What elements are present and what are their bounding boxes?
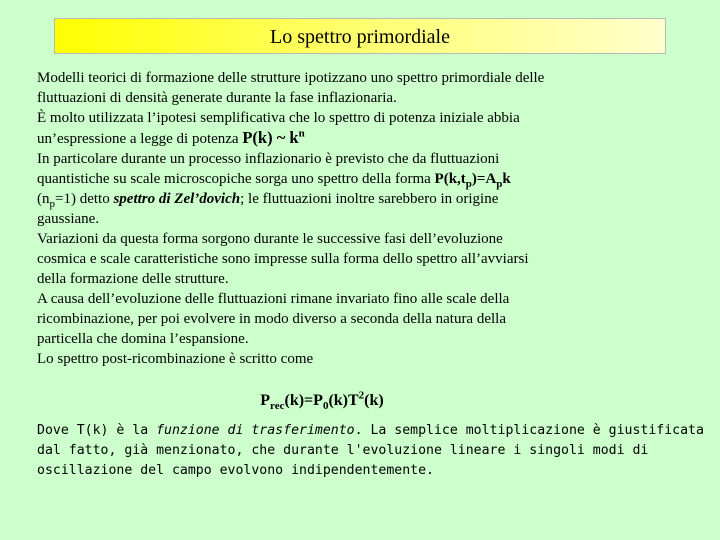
- text-line: A causa dell’evoluzione delle fluttuazioni rimane invariato fino alle scale della: [37, 291, 510, 307]
- slide-title: Lo spettro primordiale: [54, 18, 666, 54]
- text-span: un’espressione a legge di potenza: [37, 131, 243, 147]
- text-line: Modelli teorici di formazione delle strutture ipotizzano uno spettro primordiale delle: [37, 70, 545, 86]
- text-span: . La semplice moltiplicazione è giustificata: [354, 423, 704, 438]
- formula-part: (k): [364, 392, 384, 409]
- formula-subscript: p: [465, 178, 472, 190]
- formula-exponent: n: [298, 127, 305, 140]
- text-line: [37, 421, 704, 441]
- text-line: fluttuazioni di densità generate durante la fase inflazionaria.: [37, 90, 397, 106]
- power-law-formula: [242, 128, 304, 147]
- text-line: [37, 189, 667, 209]
- text-line: della formazione delle strutture.: [37, 271, 229, 287]
- text-span: quantistiche su scale microscopiche sorga uno spettro della forma: [37, 171, 435, 187]
- transfer-function-term: funzione di trasferimento: [156, 423, 355, 438]
- paragraph-power-law: [37, 108, 667, 149]
- text-line: Lo spettro post-ricombinazione è scritto come: [37, 351, 314, 367]
- text-line: Variazioni da questa forma sorgono durante le successive fasi dell’evoluzione: [37, 231, 503, 247]
- formula-part: (k)T: [328, 392, 359, 409]
- spectrum-form-formula: [434, 171, 511, 190]
- formula-superscript: 2: [358, 389, 365, 402]
- formula-subscript: 0: [322, 400, 329, 413]
- paragraph-variations: [37, 229, 667, 289]
- post-recombination-formula: [37, 391, 667, 411]
- text-span: Dove T(k) è la: [37, 423, 157, 438]
- formula-part: (k)=P: [284, 392, 323, 409]
- formula-subscript: p: [496, 178, 503, 190]
- text-line: dal fatto, già menzionato, che durante l'evoluzione lineare i singoli modi di: [37, 443, 649, 458]
- paragraph-zeldovich: [37, 149, 667, 229]
- text-line: gaussiane.: [37, 211, 100, 227]
- text-line: ricombinazione, per poi evolvere in modo diverso a seconda della natura della: [37, 311, 506, 327]
- paragraph-transfer-function: [37, 421, 704, 481]
- text-line: oscillazione del campo evolvono indipendentemente.: [37, 463, 434, 478]
- text-line: [37, 128, 667, 149]
- text-line: cosmica e scale caratteristiche sono impresse sulla forma dello spettro all’avviarsi: [37, 251, 529, 267]
- formula-part: )=A: [471, 171, 497, 187]
- slide-body: [37, 68, 704, 481]
- text-span: (n: [37, 191, 50, 207]
- formula-part: P: [260, 392, 271, 409]
- paragraph-inflation-spectrum: [37, 68, 667, 108]
- text-line: particella che domina l’espansione.: [37, 331, 249, 347]
- subscript: p: [49, 198, 55, 210]
- formula-part: k: [502, 171, 511, 187]
- formula-subscript: rec: [270, 400, 285, 413]
- text-line: [37, 169, 667, 189]
- paragraph-recombination: [37, 289, 667, 369]
- formula-base: P(k) ~ k: [242, 128, 299, 147]
- text-span: =1) detto: [55, 191, 114, 207]
- zeldovich-spectrum-term: spettro di Zel’dovich: [113, 191, 241, 207]
- text-line: In particolare durante un processo inflazionario è previsto che da fluttuazioni: [37, 151, 500, 167]
- text-span: ; le fluttuazioni inoltre sarebbero in origine: [240, 191, 499, 207]
- text-line: È molto utilizzata l’ipotesi semplificativa che lo spettro di potenza iniziale abbia: [37, 110, 520, 126]
- formula-part: P(k,t: [434, 171, 466, 187]
